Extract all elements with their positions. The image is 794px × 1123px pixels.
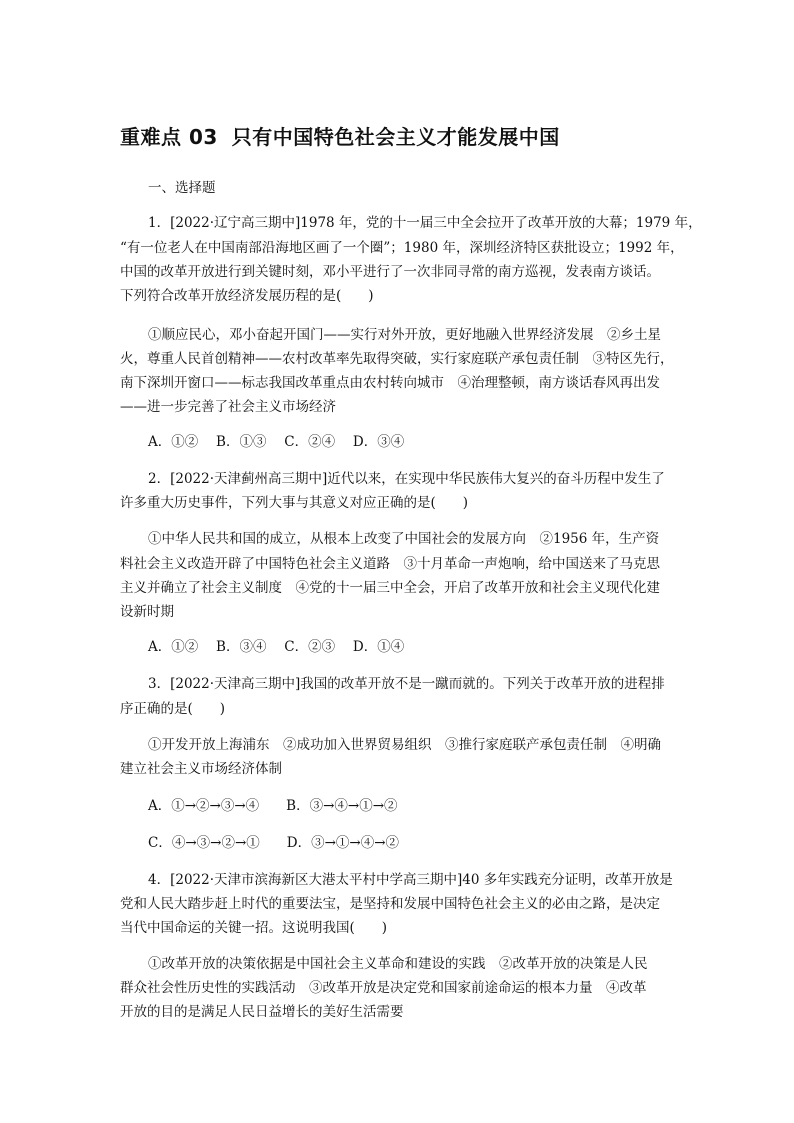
question-1-statement-line-3: 南下深圳开窗口——标志我国改革重点由农村转向城市 ④治理整顿，南方谈话春风再出发 <box>120 375 660 391</box>
question-2-stem-line-2: 许多重大历史事件，下列大事与其意义对应正确的是( ) <box>120 495 469 511</box>
question-4-statement-line-1: ①改革开放的决策依据是中国社会主义革命和建设的实践 ②改革开放的决策是人民 <box>148 956 648 972</box>
question-1-statement-line-1: ①顺应民心，邓小奋起开国门——实行对外开放，更好地融入世界经济发展 ②乡土星 <box>148 327 661 343</box>
question-1-stem-line-4: 下列符合改革开放经济发展历程的是( ) <box>120 288 374 304</box>
question-3-stem-line-1: 3．[2022·天津高三期中]我国的改革开放不是一蹴而就的。下列关于改革开放的进程排 <box>148 676 665 692</box>
question-2-statement-line-1: ①中华人民共和国的成立，从根本上改变了中国社会的发展方向 ②1956 年，生产资 <box>148 531 660 547</box>
question-2-statement-line-2: 料社会主义改造开辟了中国特色社会主义道路 ③十月革命一声炮响，给中国送来了马克思 <box>120 556 660 572</box>
question-3-options-row-2: C．④→③→②→① D．③→①→④→② <box>148 835 400 851</box>
question-1-stem-line-2: “有一位老人在中国南部沿海地区画了一个圈”；1980 年，深圳经济特区获批设立；1992 年， <box>120 240 684 256</box>
question-1-stem-line-1: 1．[2022·辽宁高三期中]1978 年，党的十一届三中全会拉开了改革开放的大幕；1979 年， <box>148 215 702 231</box>
question-3-stem-line-2: 序正确的是( ) <box>120 701 226 717</box>
title-text: 只有中国特色社会主义才能发展中国 <box>231 125 560 149</box>
question-4-stem-line-1: 4．[2022·天津市滨海新区大港太平村中学高三期中]40 多年实践充分证明，改革开放是 <box>148 872 673 888</box>
question-4-stem-line-3: 当代中国命运的关键一招。这说明我国( ) <box>120 920 388 936</box>
question-3-statement-line-2: 建立社会主义市场经济体制 <box>120 761 282 777</box>
question-4-statement-line-2: 群众社会性历史性的实践活动 ③改革开放是决定党和国家前途命运的根本力量 ④改革 <box>120 980 647 996</box>
question-2-statement-line-4: 设新时期 <box>120 604 174 620</box>
question-4-statement-line-3: 开放的目的是满足人民日益增长的美好生活需要 <box>120 1004 404 1020</box>
section-heading: 一、选择题 <box>148 180 216 196</box>
page-title <box>120 121 560 150</box>
question-1-stem-line-3: 中国的改革开放进行到关键时刻，邓小平进行了一次非同寻常的南方巡视，发表南方谈话。 <box>120 264 660 280</box>
question-3-options-row-1: A．①→②→③→④ B．③→④→①→② <box>148 798 398 814</box>
question-2-statement-line-3: 主义并确立了社会主义制度 ④党的十一届三中全会，开启了改革开放和社会主义现代化建 <box>120 580 660 596</box>
title-prefix: 重难点 03 <box>120 125 218 149</box>
question-3-statement-line-1: ①开发开放上海浦东 ②成功加入世界贸易组织 ③推行家庭联产承包责任制 ④明确 <box>148 737 661 753</box>
question-1-options: A．①② B．①③ C．②④ D．③④ <box>148 434 405 450</box>
question-1-statement-line-4: ——进一步完善了社会主义市场经济 <box>120 399 336 415</box>
question-2-options: A．①② B．③④ C．②③ D．①④ <box>148 639 405 655</box>
question-4-stem-line-2: 党和人民大踏步赶上时代的重要法宝，是坚持和发展中国特色社会主义的必由之路，是决定 <box>120 896 660 912</box>
question-1-statement-line-2: 火，尊重人民首创精神——农村改革率先取得突破，实行家庭联产承包责任制 ③特区先行， <box>120 351 674 367</box>
question-2-stem-line-1: 2．[2022·天津蓟州高三期中]近代以来，在实现中华民族伟大复兴的奋斗历程中发生了 <box>148 471 665 487</box>
